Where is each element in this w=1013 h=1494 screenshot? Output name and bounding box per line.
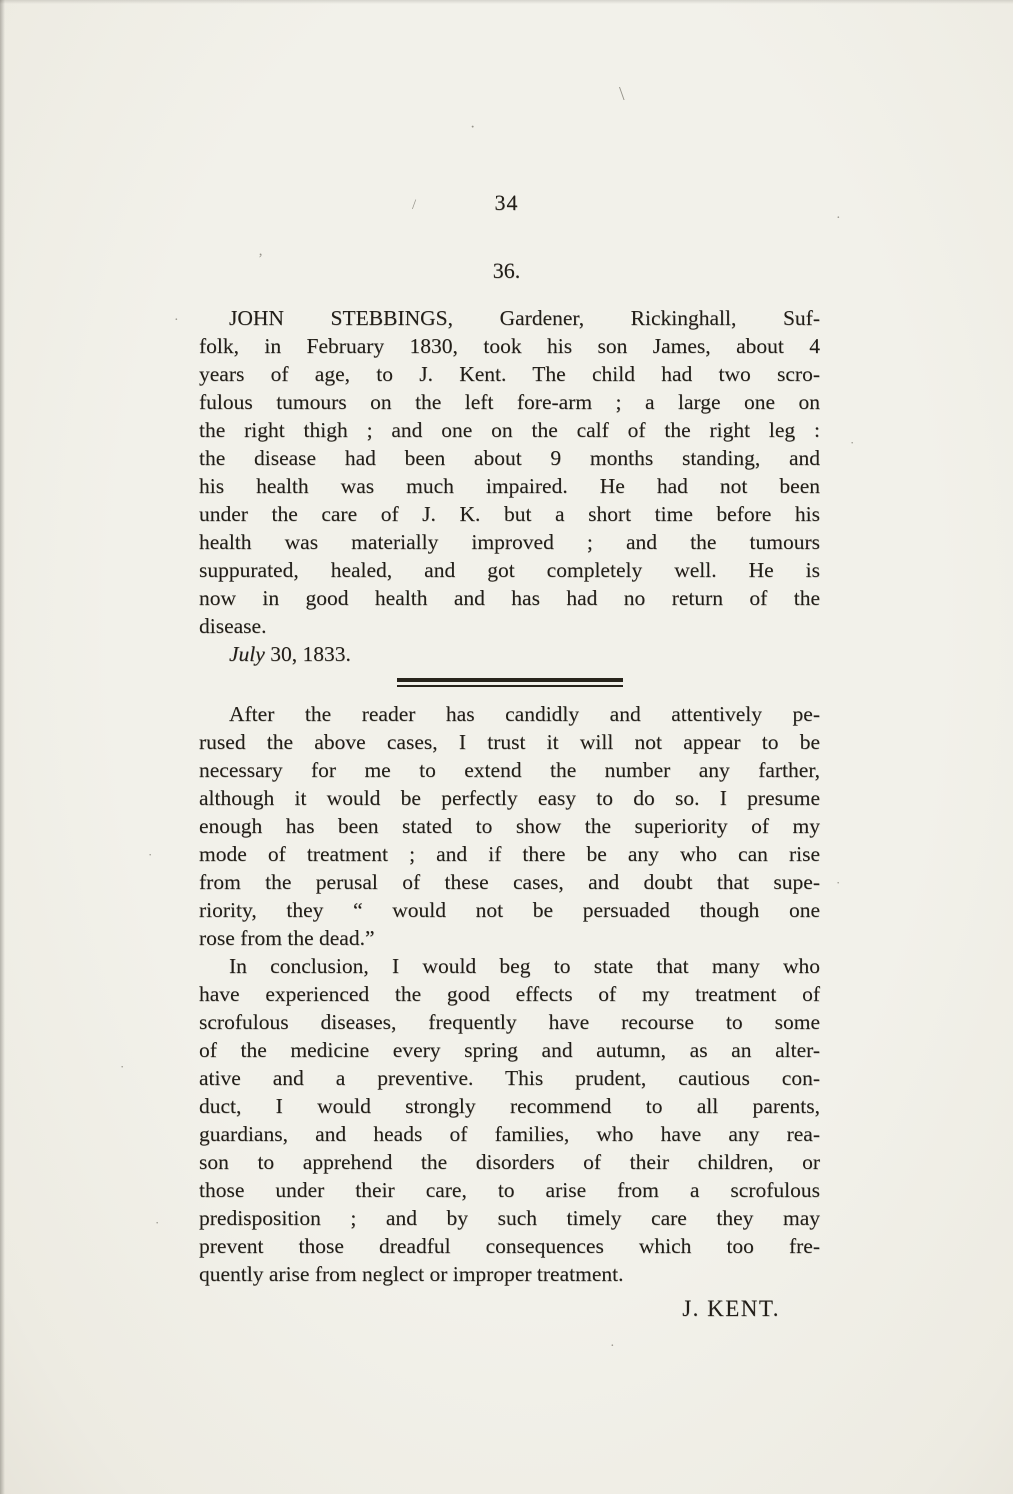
page-number: 34 xyxy=(494,190,519,215)
date-line xyxy=(199,640,820,668)
text-line: enough has been stated to show the superiority of my xyxy=(199,814,820,838)
text-line: folk, in February 1830, took his son James, about 4 xyxy=(199,334,820,358)
text-line: the right thigh ; and one on the calf of the right leg : xyxy=(199,418,820,442)
section-divider-rule xyxy=(397,678,623,687)
scan-speck: · xyxy=(470,119,476,136)
text-line: After the reader has candidly and attentively pe- xyxy=(229,702,820,726)
scan-top-edge-shadow xyxy=(0,0,1013,4)
text-line: necessary for me to extend the number any farther, xyxy=(199,758,820,782)
text-line: guardians, and heads of families, who have any rea- xyxy=(199,1122,820,1146)
signature: J. KENT. xyxy=(682,1296,780,1321)
scan-speck: · xyxy=(155,1215,160,1230)
paragraph-case-36 xyxy=(199,304,820,640)
text-line: the disease had been about 9 months standing, and xyxy=(199,446,820,470)
scan-speck: ’ xyxy=(258,251,263,267)
text-line: his health was much impaired. He had not been xyxy=(199,474,820,498)
date-month: July xyxy=(229,642,265,666)
section-heading: 36. xyxy=(492,258,521,283)
text-line: scrofulous diseases, frequently have recourse to some xyxy=(199,1010,820,1034)
text-line: mode of treatment ; and if there be any who can rise xyxy=(199,842,820,866)
text-line: disease. xyxy=(199,614,267,638)
paragraph-closing-1 xyxy=(199,700,820,952)
scan-speck: · xyxy=(120,1059,125,1074)
text-line: fulous tumours on the left fore-arm ; a large one on xyxy=(199,390,820,414)
scan-speck: · xyxy=(174,313,179,328)
text-line: riority, they “ would not be persuaded though one xyxy=(199,898,820,922)
text-line: quently arise from neglect or improper treatment. xyxy=(199,1262,624,1286)
text-line: rose from the dead.” xyxy=(199,926,375,950)
text-block xyxy=(199,304,820,1323)
scan-speck: / xyxy=(412,197,417,213)
scan-speck: · xyxy=(148,847,153,862)
text-line: prevent those dreadful consequences which too fre- xyxy=(199,1234,820,1258)
text-line: from the perusal of these cases, and doubt that supe- xyxy=(199,870,820,894)
scan-speck: \ xyxy=(619,83,625,105)
text-line: health was materially improved ; and the tumours xyxy=(199,530,820,554)
paragraph-closing-2 xyxy=(199,952,820,1288)
text-line: suppurated, healed, and got completely well. He is xyxy=(199,558,820,582)
text-line: of the medicine every spring and autumn, as an alter- xyxy=(199,1038,820,1062)
scan-speck: · xyxy=(836,875,841,890)
text-line: ative and a preventive. This prudent, cautious con- xyxy=(199,1066,820,1090)
scan-speck: · xyxy=(836,211,841,226)
text-line: under the care of J. K. but a short time before his xyxy=(199,502,820,526)
text-line: now in good health and has had no return of the xyxy=(199,586,820,610)
scan-speck: · xyxy=(610,1339,615,1354)
text-line: have experienced the good effects of my treatment of xyxy=(199,982,820,1006)
text-line: years of age, to J. Kent. The child had two scro- xyxy=(199,362,820,386)
date-rest: 30, 1833. xyxy=(264,642,351,666)
text-line: although it would be perfectly easy to do so. I presume xyxy=(199,786,820,810)
text-line: son to apprehend the disorders of their children, or xyxy=(199,1150,820,1174)
scan-speck: · xyxy=(850,435,855,450)
text-line: those under their care, to arise from a scrofulous xyxy=(199,1178,820,1202)
text-line: rused the above cases, I trust it will not appear to be xyxy=(199,730,820,754)
text-line: duct, I would strongly recommend to all parents, xyxy=(199,1094,820,1118)
text-line: predisposition ; and by such timely care they may xyxy=(199,1206,820,1230)
text-line: In conclusion, I would beg to state that many who xyxy=(229,954,820,978)
scan-left-edge-shadow xyxy=(0,0,5,1494)
text-line: JOHN STEBBINGS, Gardener, Rickinghall, Suf- xyxy=(229,306,820,330)
